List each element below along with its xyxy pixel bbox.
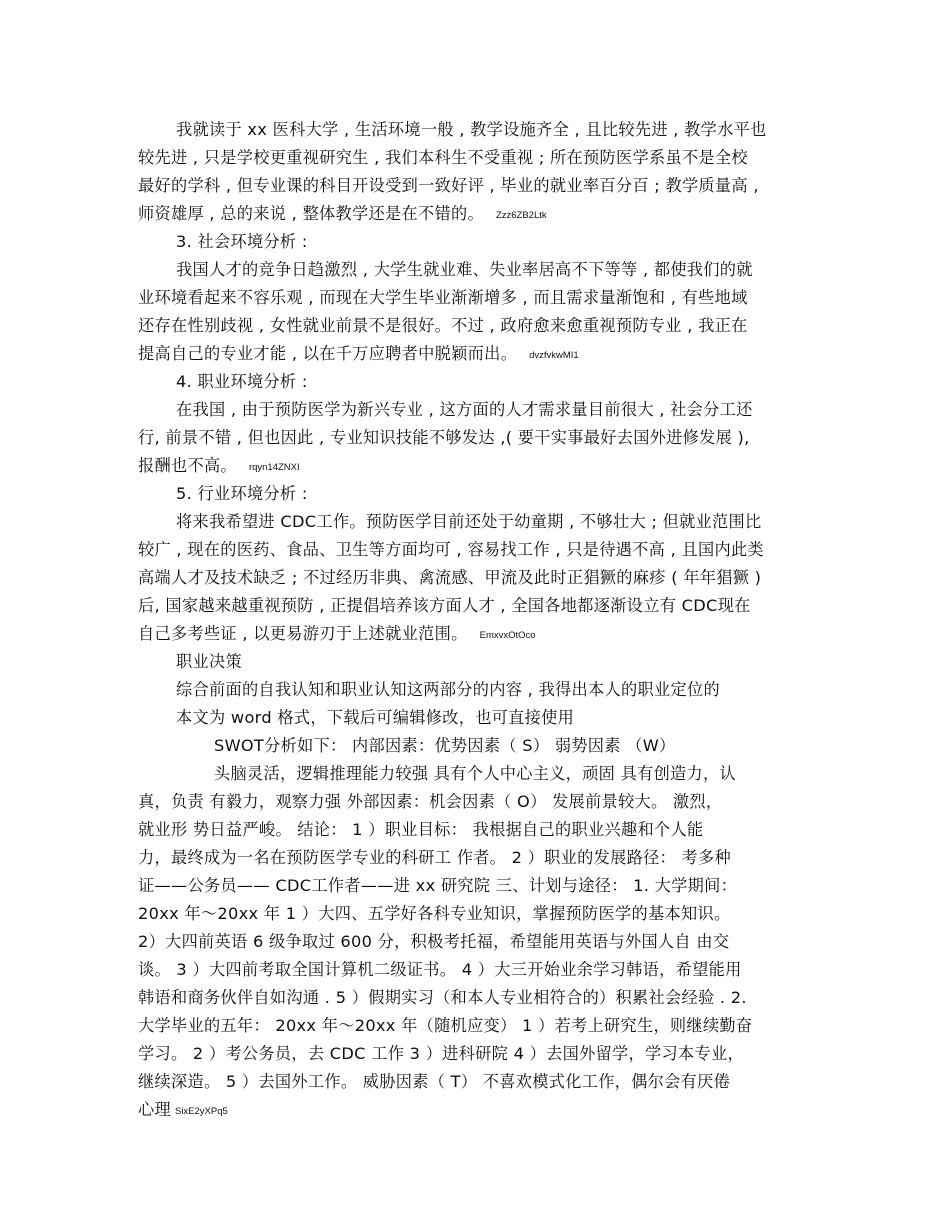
- text-line: 行, 前景不错 , 但也因此 , 专业知识技能不够发达 ,( 要干实事最好去国外进修发展 ),: [138, 428, 750, 447]
- text-line: 证——公务员—— CDC工作者——进 xx 研究院 三、计划与途径： 1. 大学期间：: [138, 876, 738, 895]
- text-line: 头脑灵活，逻辑推理能力较强 具有个人中心主义，顽固 具有创造力，认: [214, 764, 737, 783]
- watermark-code: rqyn14ZNXI: [248, 462, 300, 473]
- section-heading: 职业决策: [176, 652, 242, 671]
- text-line: 综合前面的自我认知和职业认知这两部分的内容 , 我得出本人的职业定位的: [176, 680, 720, 699]
- notice-line: 本文为 word 格式，下载后可编辑修改，也可直接使用: [176, 708, 575, 727]
- text-line: 2）大四前英语 6 级争取过 600 分，积极考托福，希望能用英语与外国人自 由交: [138, 932, 730, 951]
- text-line: [138, 621, 536, 647]
- text-line: 较先进 , 只是学校更重视研究生 , 我们本科生不受重视 ; 所在预防医学系虽不是全校: [138, 148, 748, 167]
- text-line: SWOT分析如下： 内部因素：优势因素（ S） 弱势因素 （W）: [214, 736, 676, 755]
- text-line: 还存在性别歧视 , 女性就业前景不是很好。不过 , 政府愈来愈重视预防专业 , 我正在: [138, 316, 748, 335]
- text-line: [138, 341, 579, 367]
- text-line: [138, 453, 300, 479]
- text-line: 大学毕业的五年： 20xx 年～20xx 年（随机应变） 1 ）若考上研究生，则继续勤奋: [138, 1016, 753, 1035]
- section-heading: 3. 社会环境分析 :: [176, 232, 308, 251]
- section-heading: 4. 职业环境分析 :: [176, 372, 308, 391]
- section-heading: 5. 行业环境分析 :: [176, 484, 308, 503]
- text-line: [138, 1097, 228, 1123]
- text-line: 学习。 2 ）考公务员，去 CDC 工作 3 ）进科研院 4 ）去国外留学，学习本专业，: [138, 1044, 744, 1063]
- watermark-code: EmxvxOtOco: [479, 630, 536, 641]
- watermark-code: Zzz6ZB2Ltk: [495, 210, 547, 221]
- watermark-code: SixE2yXPq5: [174, 1106, 228, 1117]
- text-line: 后, 国家越来越重视预防 , 正提倡培养该方面人才 , 全国各地都逐渐设立有 CDC现在: [138, 596, 751, 615]
- text-segment: 报酬也不高。: [138, 456, 237, 475]
- text-segment: 心理: [138, 1100, 171, 1119]
- text-line: 20xx 年～20xx 年 1 ）大四、五学好各科专业知识，掌握预防医学的基本知识。: [138, 904, 731, 923]
- text-line: 我就读于 xx 医科大学 , 生活环境一般 , 教学设施齐全 , 且比较先进 , 教学水平也: [176, 120, 767, 139]
- text-line: [138, 201, 547, 227]
- text-line: 力，最终成为一名在预防医学专业的科研工 作者。 2 ）职业的发展路径： 考多种: [138, 848, 731, 867]
- text-segment: 师资雄厚 , 总的来说 , 整体教学还是在不错的。: [138, 204, 484, 223]
- text-line: 在我国 , 由于预防医学为新兴专业 , 这方面的人才需求量目前很大 , 社会分工还: [176, 400, 753, 419]
- text-line: 继续深造。 5 ）去国外工作。 威胁因素（ T） 不喜欢模式化工作，偶尔会有厌倦: [138, 1072, 731, 1091]
- watermark-code: dvzfvkwMI1: [529, 350, 579, 361]
- text-line: 我国人才的竞争日趋激烈 , 大学生就业难、失业率居高不下等等 , 都使我们的就: [176, 260, 753, 279]
- text-line: 真，负责 有毅力，观察力强 外部因素：机会因素（ O） 发展前景较大。 激烈，: [138, 792, 723, 811]
- text-line: 较广 , 现在的医药、食品、卫生等方面均可 , 容易找工作 , 只是待遇不高 , 且国内此类: [138, 540, 764, 559]
- text-line: 最好的学科 , 但专业课的科目开设受到一致好评 , 毕业的就业率百分百 ; 教学质量高 ,: [138, 176, 759, 195]
- text-line: 高端人才及技术缺乏 ; 不过经历非典、禽流感、甲流及此时正猖獗的麻疹 ( 年年猖獗 ): [138, 568, 762, 587]
- text-line: 就业形 势日益严峻。 结论： 1 ）职业目标： 我根据自己的职业兴趣和个人能: [138, 820, 704, 839]
- text-line: 谈。 3 ）大四前考取全国计算机二级证书。 4 ）大三开始业余学习韩语，希望能用: [138, 960, 742, 979]
- text-segment: 自己多考些证 , 以更易游刃于上述就业范围。: [138, 624, 468, 643]
- text-line: 将来我希望进 CDC工作。预防医学目前还处于幼童期 , 不够壮大 ; 但就业范围比: [176, 512, 762, 531]
- text-segment: 提高自己的专业才能 , 以在千万应聘者中脱颖而出。: [138, 344, 518, 363]
- text-line: 业环境看起来不容乐观 , 而现在大学生毕业渐渐增多 , 而且需求量渐饱和 , 有些地域: [138, 288, 748, 307]
- text-line: 韩语和商务伙伴自如沟通 . 5 ）假期实习（和本人专业相符合的）积累社会经验 . 2.: [138, 988, 747, 1007]
